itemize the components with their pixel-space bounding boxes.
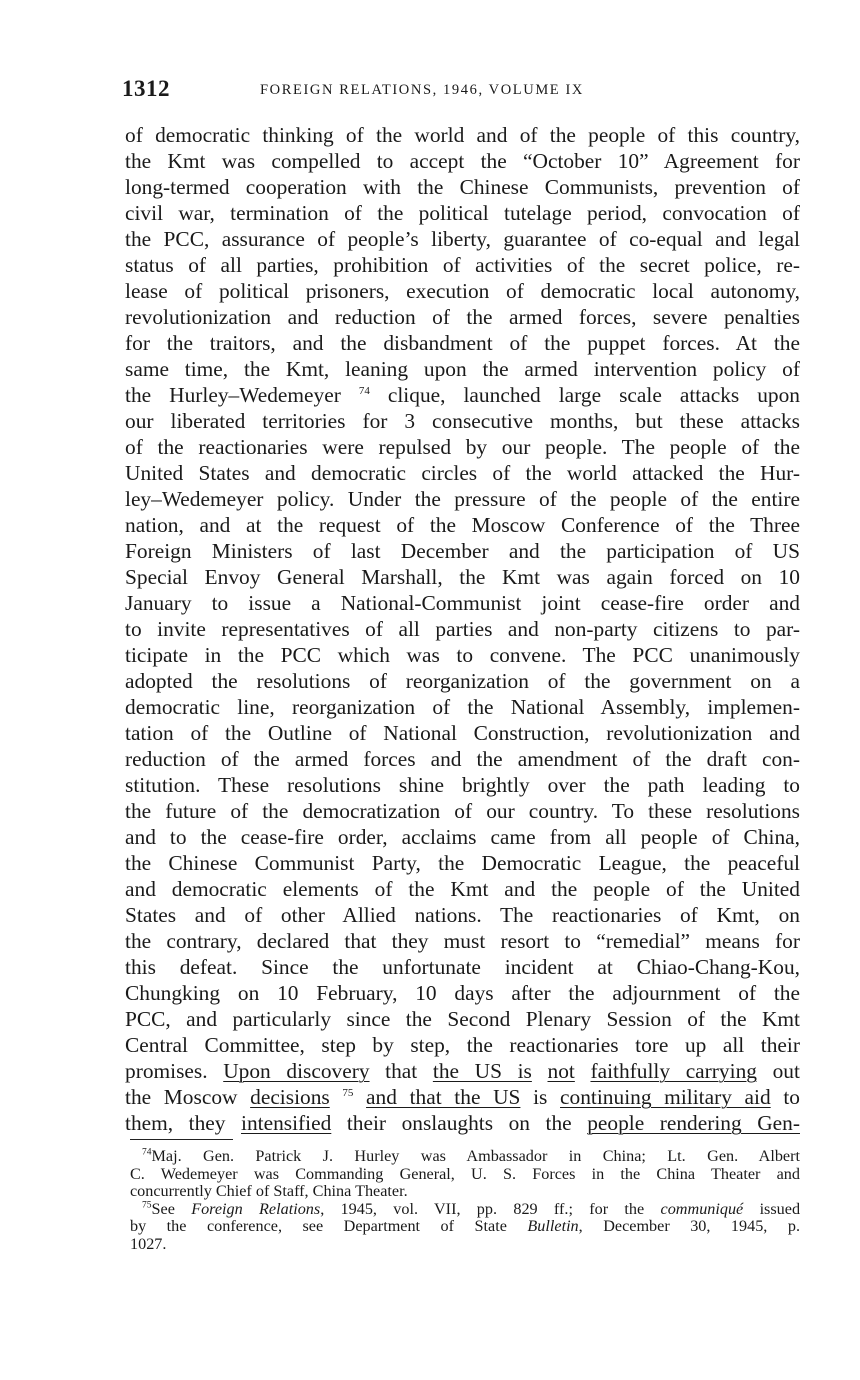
body-line: PCC, and particularly since the Second Plenary Session of the Kmt [125,1007,800,1031]
body-line: stitution. These resolutions shine brightly over the path leading to [125,773,800,797]
body-line-annotated [125,1058,800,1084]
body-line: reduction of the armed forces and the amendment of the draft con- [125,747,800,771]
body-text-run: the Moscow [125,1085,238,1109]
body-text-run: them, they [125,1111,226,1135]
body-text-run: out [772,1059,800,1083]
footnote-text: , December 30, 1945, p. [578,1217,800,1235]
body-line: this defeat. Since the unfortunate incident at Chiao-Chang-Kou, [125,955,800,979]
body-line: tation of the Outline of National Construction, revolutionization and [125,721,800,745]
hand-underline: faithfully carrying [590,1059,757,1083]
body-line: United States and democratic circles of the world attacked the Hur- [125,461,800,485]
body-line: States and of other Allied nations. The reactionaries of Kmt, on [125,903,800,927]
body-line: ley–Wedemeyer policy. Under the pressure of the people of the entire [125,487,800,511]
body-text-run: clique, launched large scale attacks upon [387,383,800,407]
footnote-line: concurrently Chief of Staff, China Theater. [130,1182,408,1200]
body-line: Foreign Ministers of last December and the participation of US [125,539,800,563]
hand-underline: the US is [432,1059,532,1083]
body-line: to invite representatives of all parties and non-party citizens to par- [125,617,800,641]
body-line: and democratic elements of the Kmt and the people of the United [125,877,800,901]
hand-underline: people rendering Gen- [587,1111,800,1135]
body-line: the future of the democratization of our country. To these resolutions [125,799,800,823]
footnote-number: 75 [142,1200,152,1211]
body-line: nation, and at the request of the Moscow Conference of the Three [125,513,800,537]
footnote-text: See [151,1199,175,1218]
body-line-with-footnote [125,382,800,408]
body-line: the PCC, assurance of people’s liberty, guarantee of co-equal and legal [125,227,800,251]
body-line: ticipate in the PCC which was to convene. The PCC unanimously [125,643,800,667]
hand-underline: and that the US [366,1085,521,1109]
page-number: 1312 [122,76,170,101]
footnote-ref-74[interactable]: 74 [358,384,370,397]
body-line: revolutionization and reduction of the armed forces, severe penalties [125,305,800,329]
citation-title: Foreign Relations [191,1199,321,1218]
footnotes [130,1148,800,1253]
body-line: civil war, termination of the political tutelage period, convocation of [125,201,800,225]
body-line: adopted the resolutions of reorganization of the government on a [125,669,800,693]
body-line: our liberated territories for 3 consecutive months, but these attacks [125,409,800,433]
body-text-run: the Hurley–Wedemeyer [125,383,341,407]
hand-underline: intensified [241,1111,332,1135]
footnote-text: Maj. Gen. Patrick J. Hurley was Ambassador in China; Lt. Gen. Albert [151,1147,800,1165]
body-text-run: is [533,1085,548,1109]
body-line-annotated [125,1110,800,1136]
hand-underline: not [547,1059,575,1083]
citation-term: communiqué [660,1199,744,1218]
footnote-divider [130,1139,233,1140]
citation-title: Bulletin [527,1217,579,1235]
body-line: the contrary, declared that they must resort to “remedial” means for [125,929,800,953]
body-line: the Kmt was compelled to accept the “October 10” Agreement for [125,149,800,173]
hand-underline: decisions [250,1085,330,1109]
page-header [122,76,802,106]
footnote-text: , 1945, vol. VII, pp. 829 ff.; for the [320,1199,645,1218]
body-line: January to issue a National-Communist joint cease-fire order and [125,591,800,615]
body-line: of the reactionaries were repulsed by our people. The people of the [125,435,800,459]
body-line: of democratic thinking of the world and of the people of this country, [125,123,800,147]
footnote-text: issued [759,1199,801,1218]
footnote-75 [130,1201,800,1219]
body-line: and to the cease-fire order, acclaims came from all people of China, [125,825,800,849]
body-line: Central Committee, step by step, the reactionaries tore up all their [125,1033,800,1057]
footnote-line: 1027. [130,1234,167,1253]
hand-underline: continuing military aid [560,1085,771,1109]
footnote-ref-75[interactable]: 75 [342,1086,354,1099]
body-text-run: to [783,1085,800,1109]
body-line: Chungking on 10 February, 10 days after the adjournment of the [125,981,800,1005]
body-line: the Chinese Communist Party, the Democratic League, the peaceful [125,851,800,875]
body-line: status of all parties, prohibition of activities of the secret police, re- [125,253,800,277]
body-text-run: their onslaughts on the [346,1111,572,1135]
body-line-annotated [125,1084,800,1110]
body-line: same time, the Kmt, leaning upon the armed intervention policy of [125,357,800,381]
body-line: for the traitors, and the disbandment of the puppet forces. At the [125,331,800,355]
body-line: Special Envoy General Marshall, the Kmt was again forced on 10 [125,565,800,589]
body-text-run: that [385,1059,418,1083]
hand-underline: Upon discovery [223,1059,370,1083]
footnote-number: 74 [142,1147,152,1158]
footnote-line: C. Wedemeyer was Commanding General, U. S. Forces in the China Theater and [130,1164,800,1183]
running-head: FOREIGN RELATIONS, 1946, VOLUME IX [260,82,584,98]
footnote-74 [130,1148,800,1166]
footnote-text: by the conference, see Department of State [130,1217,507,1235]
body-line: lease of political prisoners, execution of democratic local autonomy, [125,279,800,303]
body-line: long-termed cooperation with the Chinese Communists, prevention of [125,175,800,199]
body-text-run: promises. [125,1059,208,1083]
footnote-line [130,1218,800,1236]
body-line: democratic line, reorganization of the National Assembly, implemen- [125,695,800,719]
body-text [125,122,800,1136]
